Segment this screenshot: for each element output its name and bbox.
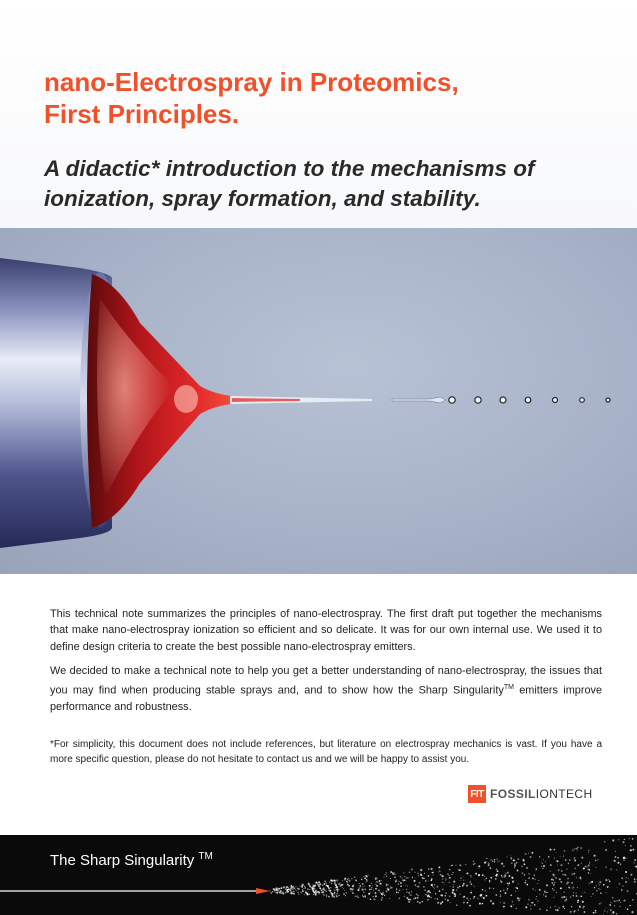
footnote: *For simplicity, this document does not include references, but literature on electrospray mechanics is vast. If you have a more specific question, please do not hesitate to contact us and we will be happy to assist you. <box>50 739 602 765</box>
droplet <box>553 398 558 403</box>
document-title <box>44 66 604 130</box>
logo-word-iontech: IONTECH <box>535 787 593 801</box>
logo-mark: FIT <box>468 785 486 803</box>
jet-breakup <box>392 397 446 403</box>
tagline-text: The Sharp Singularity <box>50 852 199 869</box>
title-line-1: nano-Electrospray in Proteomics, <box>44 67 459 97</box>
droplet <box>449 397 455 403</box>
title-line-2: First Principles. <box>44 99 240 129</box>
trademark-sup: TM <box>503 683 514 691</box>
subtitle-line-2: ionization, spray formation, and stability. <box>44 186 481 211</box>
footer-banner <box>0 835 637 915</box>
droplet <box>580 398 585 403</box>
logo-wordmark <box>490 787 593 801</box>
droplet <box>525 397 531 403</box>
droplet <box>475 397 481 403</box>
paragraph-2-end: emitters improve performance and robustness. <box>50 684 603 713</box>
droplet-stream <box>449 397 610 403</box>
footer-tagline <box>50 851 213 869</box>
spray-plume-graphic <box>0 835 637 915</box>
paragraph-2-main: We decided to make a technical note to help you get a better understanding of nano-electrospray, the issues that you may find when producing stable sprays and, and to show how the Sharp Singularity <box>50 665 602 697</box>
spray-plume <box>269 838 637 915</box>
paragraph-1: This technical note summarizes the principles of nano-electrospray. The first draft put together the mechanisms that make nano-electrospray ionization so efficient and so delicate. It was for our own internal use. We used it to define design criteria to create the best possible nano-electrospray emitters. <box>50 608 602 653</box>
header <box>0 0 637 228</box>
subtitle-line-1: A didactic* introduction to the mechanisms of <box>44 156 535 181</box>
hero-image-electrospray-emitter <box>0 228 637 574</box>
intro-text <box>50 606 602 723</box>
fossil-iontech-logo <box>468 784 593 804</box>
electrospray-illustration <box>0 228 637 574</box>
paragraph-2 <box>50 663 602 715</box>
emitter-tip <box>256 888 270 894</box>
cone-tip-reflection <box>174 385 198 413</box>
logo-word-fossil: FOSSIL <box>490 787 536 801</box>
tagline-tm: TM <box>198 851 213 862</box>
document-subtitle <box>44 154 624 214</box>
droplet <box>606 398 610 402</box>
droplet <box>500 397 506 403</box>
